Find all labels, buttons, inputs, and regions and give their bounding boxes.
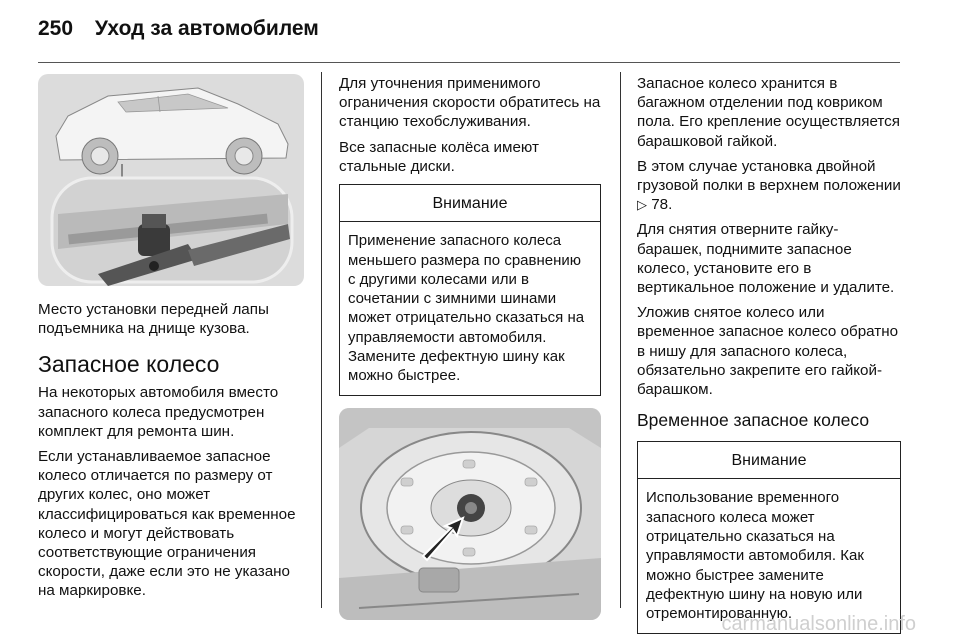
figure-caption: Место установки передней лапы подъемника на днище кузова. — [38, 301, 269, 338]
paragraph: На некоторых автомобиля вместо запасного колеса предусмотрен комплект для ремонта шин. — [38, 384, 279, 440]
paragraph: Для снятия отверните гайку-барашек, поднимите запасное колесо, установите его в вертикальное положение и удалите. — [637, 221, 895, 297]
column-left — [38, 74, 304, 607]
column-middle — [339, 74, 601, 620]
paragraph: Все запасные колёса имеют стальные диски. — [339, 138, 539, 175]
warning-title: Внимание — [638, 442, 900, 479]
header-divider — [38, 62, 900, 63]
page-reference[interactable]: 78. — [651, 196, 673, 214]
column-divider-2 — [620, 72, 621, 608]
warning-text: Использование временного запасного колеса может отрицательно сказаться на управлямости автомобиля. Как можно быстрее замените дефектную шину на новую или отремонтированную. — [646, 489, 864, 623]
column-right — [637, 74, 901, 634]
warning-box — [637, 441, 901, 633]
chapter-title: Уход за автомобилем — [94, 17, 319, 40]
subsection-heading-temporary-spare: Временное запасное колесо — [637, 410, 870, 431]
paragraph: Для уточнения применимого ограничения скорости обратитесь на станцию техобслуживания. — [339, 75, 601, 131]
paragraph: Уложив снятое колесо или временное запасное колесо обратно в нишу для запасного колеса, обязательно закрепите его гайкой-барашком. — [637, 304, 899, 399]
paragraph: Если устанавливаемое запасное колесо отличается по размеру от других колес, оно может классифицироваться как временное колесо и могут действовать соответствующие ограничения скорости, даже если это не указано на маркировке. — [38, 448, 296, 600]
car-lift-point-illustration — [38, 74, 304, 286]
page-header — [38, 17, 319, 41]
column-divider-1 — [321, 72, 322, 608]
page-reference-icon: ▷ — [637, 197, 647, 213]
paragraph-text: В этом случае установка двойной грузовой полки в верхнем положении — [637, 157, 901, 195]
paragraph — [637, 157, 901, 215]
page-number: 250 — [38, 17, 74, 40]
watermark: carmanualsonline.info — [721, 613, 916, 635]
warning-text: Применение запасного колеса меньшего размера по сравнению с другими колесами или в сочетании с зимними шинами может отрицательно сказаться на управляемости автомобиля. Замените дефектную шину как можно быстрее. — [348, 232, 585, 385]
spare-wheel-trunk-illustration — [339, 408, 601, 620]
paragraph: Запасное колесо хранится в багажном отделении под ковриком пола. Его крепление осуществляется барашковой гайкой. — [637, 75, 900, 150]
warning-title: Внимание — [340, 185, 600, 222]
section-heading-spare-wheel: Запасное колесо — [38, 351, 220, 378]
warning-box — [339, 184, 601, 396]
